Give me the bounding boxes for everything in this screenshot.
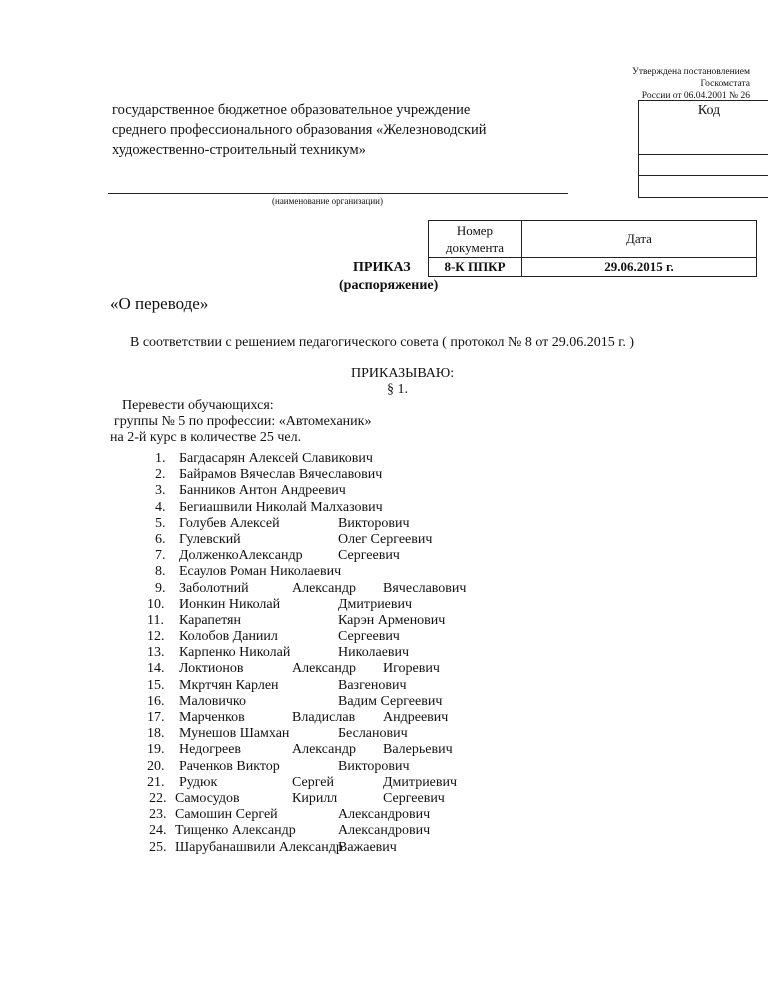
student-name-part: Ионкин Николай	[179, 596, 281, 612]
code-label: Код	[639, 101, 768, 155]
student-name-part: Колобов Даниил	[179, 629, 278, 645]
student-name-part: Мкртчян Карлен	[179, 677, 279, 693]
intro-line: Перевести обучающихся:	[122, 398, 274, 413]
document-number-date-table	[428, 220, 757, 277]
student-name-part: Валерьевич	[383, 742, 453, 758]
student-name-part: Александрович	[338, 807, 431, 823]
list-item-number: 6.	[155, 531, 166, 547]
list-item-number: 1.	[155, 451, 166, 466]
approval-line: России от 06.04.2001 № 26	[641, 91, 750, 101]
list-item-number: 5.	[155, 515, 166, 531]
student-name-part: Раченков Виктор	[179, 758, 280, 774]
paragraph-mark: § 1.	[387, 382, 408, 397]
student-name-part: Карпенко Николай	[179, 645, 291, 661]
list-item-number: 15.	[147, 677, 165, 693]
list-item-number: 12.	[147, 629, 165, 645]
student-name-part: Александр	[292, 580, 356, 596]
list-item-number: 2.	[155, 467, 166, 483]
student-name-part: Игоревич	[383, 661, 440, 677]
list-item-number: 24.	[149, 823, 167, 839]
student-name-part: Андреевич	[383, 710, 449, 725]
student-name-part: Александрович	[338, 823, 431, 839]
approval-line: Госкомстата	[700, 79, 750, 89]
intro-line: группы № 5 по профессии: «Автомеханик»	[114, 414, 372, 429]
approval-note	[540, 66, 750, 102]
org-line: государственное бюджетное образовательное учреждение	[112, 102, 471, 118]
document-type-alt: (распоряжение)	[339, 278, 439, 293]
transfer-intro	[112, 398, 371, 446]
student-name-part: Карэн Арменович	[338, 612, 446, 628]
student-name-part: Викторович	[338, 758, 410, 774]
student-name-part: Самошин Сергей	[175, 807, 278, 823]
document-type: ПРИКАЗ	[353, 260, 411, 275]
student-name-part: Гулевский	[179, 531, 241, 547]
org-underline	[108, 193, 568, 194]
document-number: 8-К ППКР	[429, 258, 522, 277]
student-name-part: Кирилл	[292, 790, 338, 806]
code-box	[638, 100, 768, 198]
number-header: Номер документа	[429, 221, 522, 258]
list-item-number: 21.	[147, 774, 165, 790]
date-header: Дата	[522, 221, 757, 258]
student-name-part: Байрамов Вячеслав Вячеславович	[179, 467, 383, 483]
student-name-part: Викторович	[338, 515, 410, 531]
student-name-part: Александр	[292, 742, 356, 758]
student-name-part: Недогреев	[179, 742, 242, 758]
student-name-part: Владислав	[292, 710, 356, 725]
org-caption: (наименование организации)	[272, 196, 383, 206]
list-item-number: 20.	[147, 758, 165, 774]
code-cell	[639, 155, 768, 176]
list-item-number: 13.	[147, 645, 165, 661]
list-item-number: 23.	[149, 807, 167, 823]
org-line: художественно-строительный техникум»	[112, 142, 366, 158]
intro-line: на 2-й курс в количестве 25 чел.	[110, 430, 302, 445]
student-name-part: Вазгенович	[338, 677, 407, 693]
student-name-part: Бесланович	[338, 726, 408, 742]
list-item-number: 3.	[155, 483, 166, 499]
list-item-number: 10.	[147, 596, 165, 612]
org-line: среднего профессионального образования «Железноводский	[112, 122, 487, 138]
list-item-number: 17.	[147, 710, 165, 725]
student-name-part: Дмитриевич	[338, 596, 413, 612]
student-name-part: Сергеевич	[338, 629, 400, 645]
student-name-part: Багдасарян Алексей Славикович	[179, 451, 373, 466]
approval-line: Утверждена постановлением	[632, 67, 750, 77]
student-name-part: Мунешов Шамхан	[179, 726, 290, 742]
student-name-part: ДолженкоАлександр	[179, 548, 303, 564]
student-name-part: Шарубанашвили Александр	[175, 839, 343, 855]
list-item-number: 14.	[147, 661, 165, 677]
list-item-number: 9.	[155, 580, 166, 596]
student-name-part: Рудюк	[179, 774, 218, 790]
document-date: 29.06.2015 г.	[522, 258, 757, 277]
student-name-part: Голубев Алексей	[179, 515, 280, 531]
document-subject: «О переводе»	[110, 294, 209, 313]
basis-text: В соответствии с решением педагогического совета ( протокол № 8 от 29.06.2015 г. )	[130, 335, 635, 350]
list-item-number: 25.	[149, 839, 167, 855]
student-name-part: Банников Антон Андреевич	[179, 483, 346, 499]
student-name-part: Александр	[292, 661, 356, 677]
organization-name	[112, 100, 612, 160]
student-name-part: Есаулов Роман Николаевич	[179, 564, 342, 580]
student-name-part: Дмитриевич	[383, 774, 458, 790]
student-name-part: Марченков	[179, 710, 245, 725]
student-name-part: Локтионов	[179, 661, 244, 677]
student-name-part: Маловичко	[179, 693, 247, 709]
student-name-part: Карапетян	[179, 612, 241, 628]
list-item-number: 18.	[147, 726, 165, 742]
student-name-part: Тищенко Александр	[175, 823, 296, 839]
student-name-part: Сергеевич	[338, 548, 400, 564]
student-name-part: Важаевич	[338, 839, 397, 855]
student-name-part: Олег Сергеевич	[338, 531, 433, 547]
student-name-part: Самосудов	[175, 790, 240, 806]
student-name-part: Сергей	[292, 774, 334, 790]
student-name-part: Сергеевич	[383, 790, 445, 806]
student-name-part: Вадим Сергеевич	[338, 693, 443, 709]
list-item-number: 4.	[155, 499, 166, 515]
order-word: ПРИКАЗЫВАЮ:	[351, 366, 455, 381]
list-item-number: 8.	[155, 564, 166, 580]
student-name-part: Вячеславович	[383, 580, 467, 596]
list-item-number: 16.	[147, 693, 165, 709]
student-name-part: Бегиашвили Николай Малхазович	[179, 499, 383, 515]
list-item-number: 22.	[149, 790, 167, 806]
list-item-number: 7.	[155, 548, 166, 564]
student-name-part: Заболотний	[179, 580, 249, 596]
list-item-number: 19.	[147, 742, 165, 758]
student-name-part: Николаевич	[338, 645, 410, 661]
list-item-number: 11.	[147, 612, 164, 628]
